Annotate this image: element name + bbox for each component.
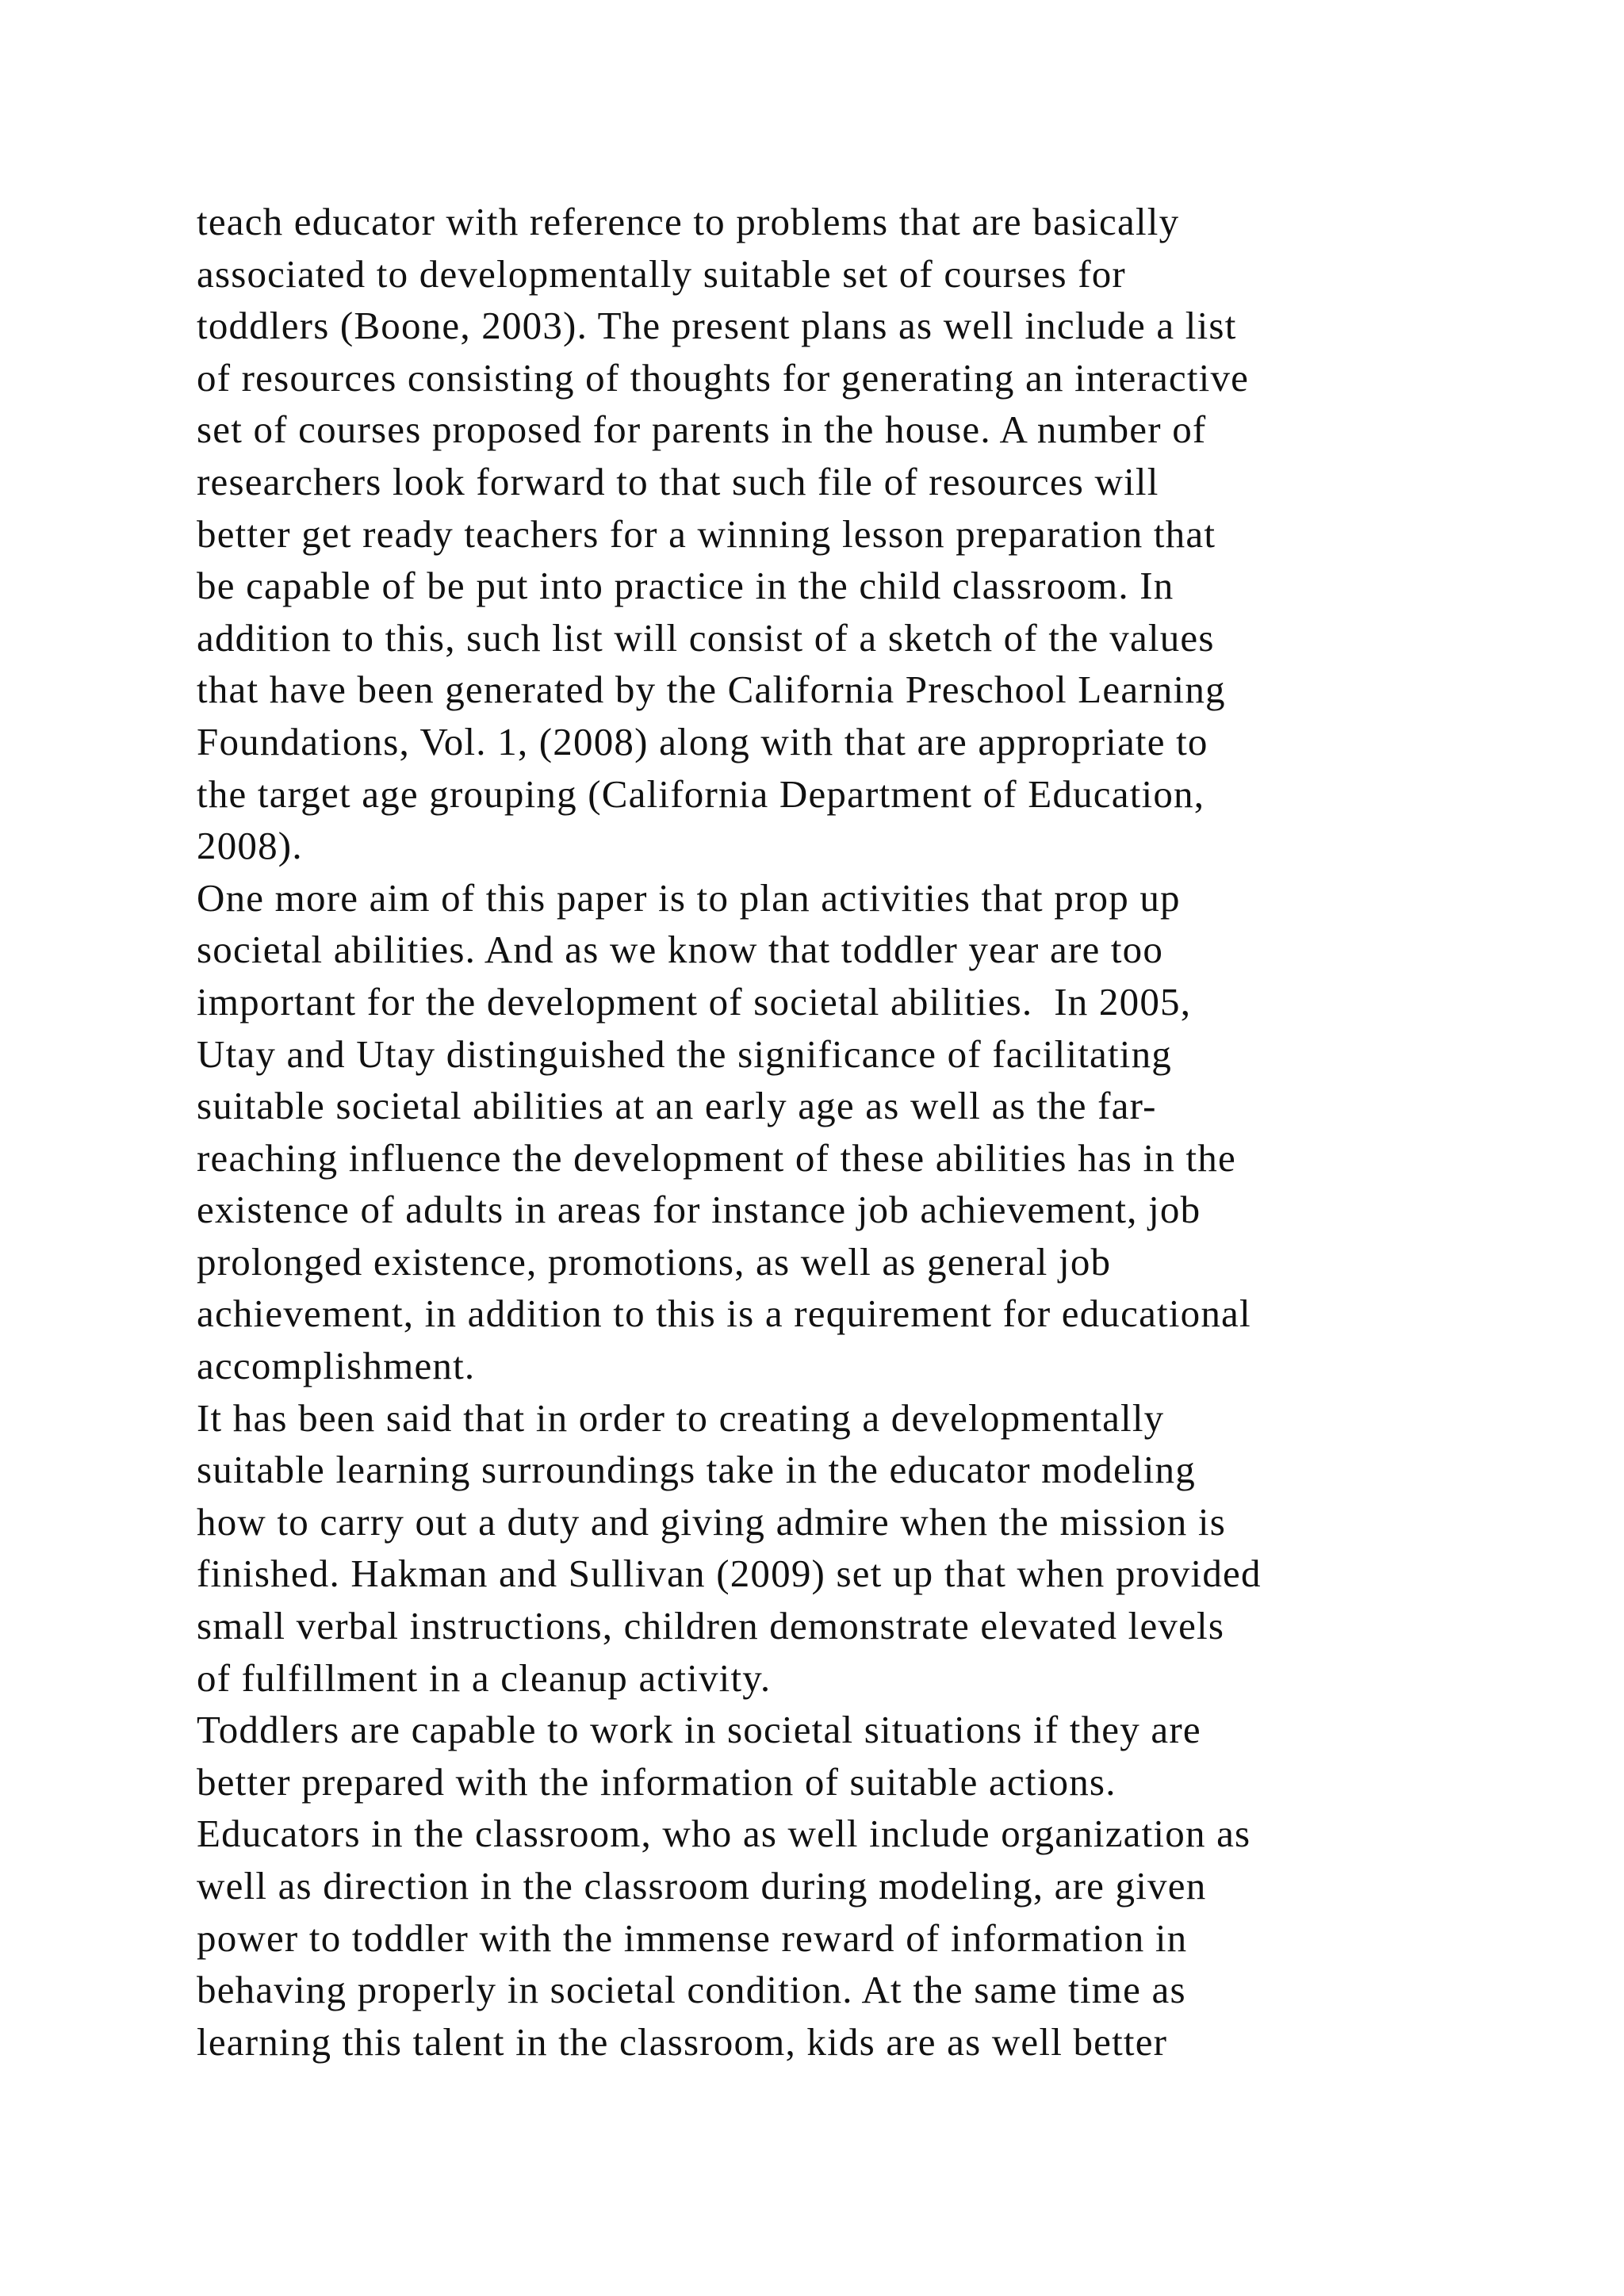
text-line: existence of adults in areas for instance job achievement, job	[197, 1188, 1201, 1232]
text-line: finished. Hakman and Sullivan (2009) set up that when provided	[197, 1552, 1262, 1596]
text-line: It has been said that in order to creating a developmentally	[197, 1395, 1165, 1440]
text-line: accomplishment.	[197, 1344, 476, 1388]
text-line: power to toddler with the immense reward of information in	[197, 1915, 1188, 1960]
text-line: Foundations, Vol. 1, (2008) along with that are appropriate to	[197, 719, 1208, 763]
text-line: toddlers (Boone, 2003). The present plans as well include a list	[197, 304, 1237, 348]
text-line: teach educator with reference to problems that are basically	[197, 200, 1180, 243]
text-line: be capable of be put into practice in the child classroom. In	[197, 564, 1174, 608]
text-line: Educators in the classroom, who as well include organization as	[197, 1812, 1251, 1856]
text-line: reaching influence the development of these abilities has in the	[197, 1135, 1236, 1180]
text-line: One more aim of this paper is to plan activities that prop up	[197, 875, 1181, 920]
text-line: of resources consisting of thoughts for generating an interactive	[197, 355, 1250, 400]
text-line: set of courses proposed for parents in the house. A number of	[197, 408, 1207, 452]
text-line: associated to developmentally suitable set of courses for	[197, 251, 1126, 296]
text-line: researchers look forward to that such file of resources will	[197, 459, 1159, 503]
text-line: better get ready teachers for a winning lesson preparation that	[197, 511, 1216, 556]
text-line: the target age grouping (California Department of Education,	[197, 771, 1205, 816]
text-line: suitable societal abilities at an early age as well as the far-	[197, 1084, 1157, 1128]
text-line: better prepared with the information of suitable actions.	[197, 1759, 1116, 1804]
text-line: important for the development of societal abilities. In 2005,	[197, 979, 1192, 1024]
text-line: how to carry out a duty and giving admire when the mission is	[197, 1499, 1226, 1544]
text-line: 2008).	[197, 824, 303, 868]
text-line: learning this talent in the classroom, kids are as well better	[197, 2019, 1168, 2064]
text-line: Toddlers are capable to work in societal situations if they are	[197, 1708, 1201, 1752]
text-line: behaving properly in societal condition. At the same time as	[197, 1968, 1186, 2012]
text-line: small verbal instructions, children demonstrate elevated levels	[197, 1604, 1225, 1648]
text-line: well as direction in the classroom during modeling, are given	[197, 1864, 1207, 1908]
text-line: of fulfillment in a cleanup activity.	[197, 1655, 772, 1700]
text-line: achievement, in addition to this is a requirement for educational	[197, 1292, 1251, 1336]
text-line: prolonged existence, promotions, as well as general job	[197, 1239, 1112, 1284]
text-line: suitable learning surroundings take in the educator modeling	[197, 1448, 1196, 1492]
text-line: societal abilities. And as we know that toddler year are too	[197, 928, 1164, 972]
body-text	[197, 196, 1624, 2068]
text-line: addition to this, such list will consist of a sketch of the values	[197, 615, 1215, 660]
text-line: Utay and Utay distinguished the significance of facilitating	[197, 1031, 1172, 1076]
text-line: that have been generated by the California Preschool Learning	[197, 668, 1226, 712]
